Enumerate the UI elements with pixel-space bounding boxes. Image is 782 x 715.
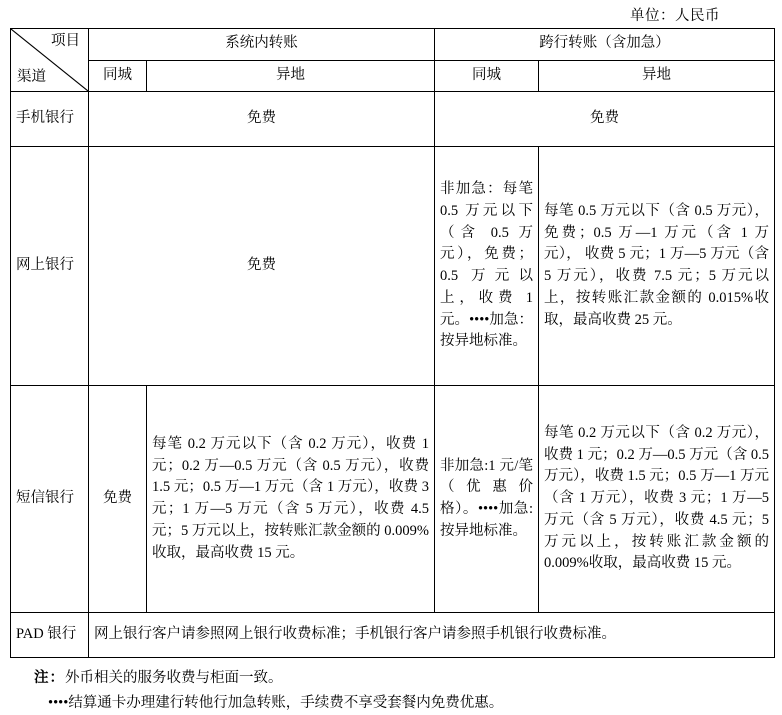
footnote-text-1: 外币相关的服务收费与柜面一致。 xyxy=(65,670,283,686)
table-row-online-bank xyxy=(11,147,775,386)
transfer-fee-table xyxy=(10,28,775,658)
header-internal-local: 同城 xyxy=(89,60,147,92)
header-interbank-local: 同城 xyxy=(435,60,539,92)
row-label-online-bank: 网上银行 xyxy=(11,147,89,386)
footnote-label: 注： xyxy=(34,670,65,686)
cell-online-internal: 免费 xyxy=(89,147,435,386)
footnotes xyxy=(10,666,772,715)
table-row-sms-bank xyxy=(11,386,775,613)
cell-mobile-internal: 免费 xyxy=(89,92,435,147)
header-interbank-remote: 异地 xyxy=(539,60,775,92)
corner-channel-label: 渠道 xyxy=(17,69,46,86)
corner-item-label: 项目 xyxy=(51,33,80,49)
cell-sms-internal-local: 免费 xyxy=(89,386,147,613)
corner-header-cell xyxy=(11,29,89,92)
header-internal-remote: 异地 xyxy=(147,60,435,92)
footnote-text-2: 结算通卡办理建行转他行加急转账，手续费不享受套餐内免费优惠。 xyxy=(68,694,504,711)
table-header-row-2 xyxy=(11,60,775,92)
footnote-row-1 xyxy=(34,666,772,691)
table-row-mobile-bank xyxy=(11,92,775,147)
cell-sms-interbank-local: 非加急:1 元/笔（优惠价格）。••••加急:按异地标准。 xyxy=(435,386,539,613)
cell-sms-interbank-remote: 每笔 0.2 万元以下（含 0.2 万元），收费 1 元；0.2 万—0.5 万元（含 0.5 万元），收费 1.5 元；0.5 万—1 万元（含 1 万元），收费 3 元；1 万—5 万元（含 5 万元），收费 4.5 元；5 万元以上，按转账汇款金额的 0.009%收取，最高收费 15 元。 xyxy=(539,386,775,613)
footnote-marker-2: •••• xyxy=(48,694,69,711)
cell-online-interbank-remote: 每笔 0.5 万元以下（含 0.5 万元），免费；0.5 万—1 万元（含 1 万元）， 收费 5 元；1 万—5 万元（含 5 万元），收费 7.5 元；5 万元以上，按转账汇款金额的 0.015%收取，最高收费 25 元。 xyxy=(539,147,775,386)
cell-sms-internal-remote: 每笔 0.2 万元以下（含 0.2 万元），收费 1 元；0.2 万—0.5 万元（含 0.5 万元），收费 1.5 元；0.5 万—1 万元（含 1 万元），收费 3 元；1 万—5 万元（含 5 万元），收费 4.5 元；5 万元以上，按转账汇款金额的 0.009%收取，最高收费 15 元。 xyxy=(147,386,435,613)
header-group-internal: 系统内转账 xyxy=(89,29,435,61)
table-row-pad-bank xyxy=(11,613,775,658)
row-label-pad-bank: PAD 银行 xyxy=(11,613,89,658)
footnote-row-2 xyxy=(34,691,772,715)
cell-pad-all: 网上银行客户请参照网上银行收费标准；手机银行客户请参照手机银行收费标准。 xyxy=(89,613,775,658)
row-label-mobile-bank: 手机银行 xyxy=(11,92,89,147)
currency-unit-label: 单位：人民币 xyxy=(630,8,720,24)
cell-mobile-interbank: 免费 xyxy=(435,92,775,147)
header-group-interbank: 跨行转账（含加急） xyxy=(435,29,775,61)
row-label-sms-bank: 短信银行 xyxy=(11,386,89,613)
cell-online-interbank-local: 非加急：每笔 0.5 万元以下（含 0.5 万元），免费；0.5 万元以上，收费 1 元。••••加急：按异地标准。 xyxy=(435,147,539,386)
table-header-row-1 xyxy=(11,29,775,61)
